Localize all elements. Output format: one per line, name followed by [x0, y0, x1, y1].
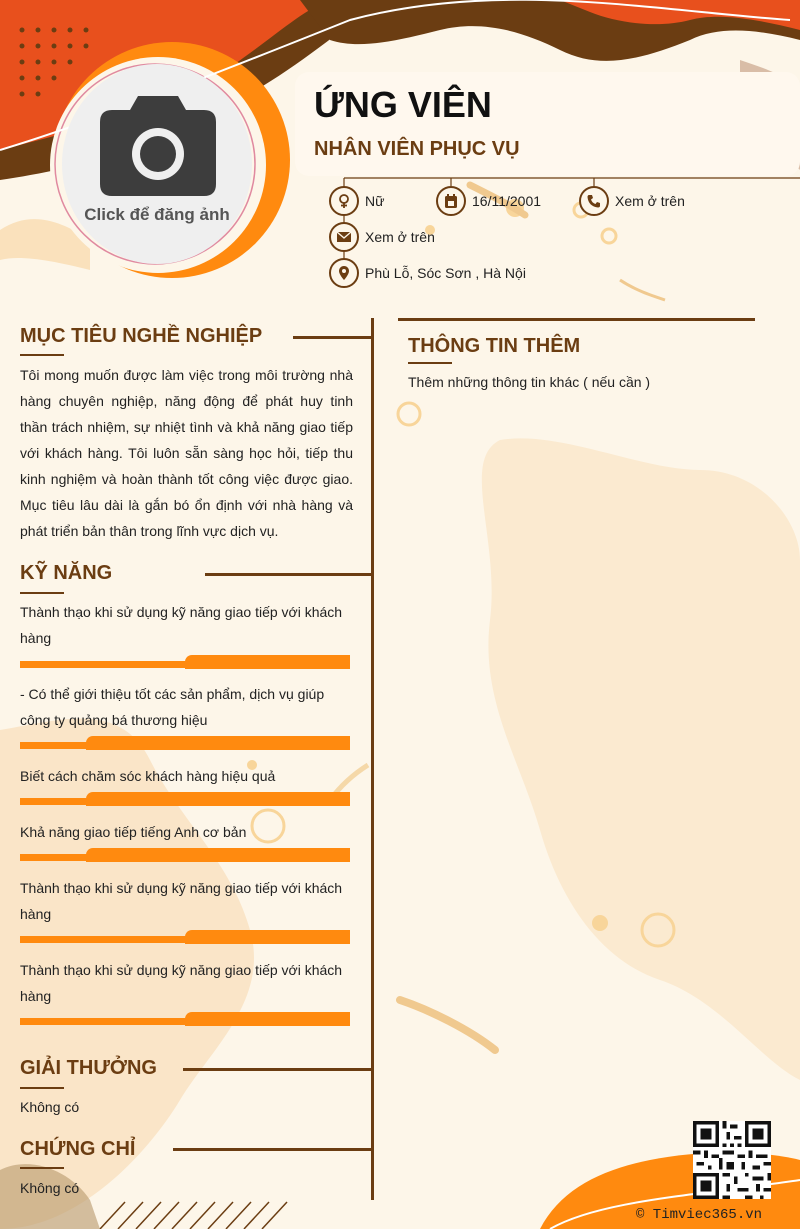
objective-title: MỤC TIÊU NGHỀ NGHIỆP — [20, 325, 263, 347]
awards-underline — [20, 1087, 64, 1089]
info-email — [329, 222, 435, 252]
candidate-position[interactable]: NHÂN VIÊN PHỤC VỤ — [314, 138, 520, 160]
qr-code[interactable] — [693, 1121, 771, 1199]
info-address — [329, 258, 526, 288]
avatar-caption[interactable]: Click để đăng ảnh — [84, 205, 230, 224]
extra-title: THÔNG TIN THÊM — [408, 335, 581, 357]
candidate-name[interactable]: ỨNG VIÊN — [314, 84, 492, 125]
skill-bar — [20, 736, 350, 750]
extra-text[interactable]: Thêm những thông tin khác ( nếu cần ) — [408, 374, 651, 390]
info-birthday — [436, 186, 541, 216]
skill-name[interactable]: - Có thể giới thiệu tốt các sản phẩm, dịch vụ giúp công ty quảng bá thương hiệu — [20, 686, 325, 728]
info-phone — [579, 186, 685, 216]
gender-icon — [329, 186, 359, 216]
skill-name[interactable]: Thành thạo khi sử dụng kỹ năng giao tiếp với khách hàng — [20, 880, 343, 922]
objective-connector — [293, 336, 373, 339]
skill-bar — [20, 792, 350, 806]
skill-name[interactable]: Thành thạo khi sử dụng kỹ năng giao tiếp với khách hàng — [20, 604, 343, 646]
extra-top-line — [398, 318, 755, 321]
gender-value[interactable]: Nữ — [365, 193, 385, 209]
certificates-title: CHỨNG CHỈ — [20, 1138, 136, 1160]
objective-text[interactable]: Tôi mong muốn được làm việc trong môi trường nhà hàng chuyên nghiệp, năng động để phát huy tinh thần trách nhiệm, sự nhiệt tình và khả năng giao tiếp với khách hàng. Tôi luôn sẵn sàng học hỏi, tiếp thu kinh nghiệm và hoàn thành tốt công việc được giao. Mục tiêu lâu dài là gắn bó ổn định với nhà hàng và phát triển bản thân trong lĩnh vực dịch vụ. — [20, 367, 353, 539]
phone-value[interactable]: Xem ở trên — [615, 193, 685, 209]
location-icon — [329, 258, 359, 288]
address-value[interactable]: Phù Lỗ, Sóc Sơn , Hà Nội — [365, 265, 526, 281]
calendar-icon — [436, 186, 466, 216]
skill-bar — [20, 930, 350, 944]
skill-bar — [20, 655, 350, 669]
extra-underline — [408, 362, 452, 364]
copyright-text: © Timviec365.vn — [636, 1207, 763, 1223]
email-value[interactable]: Xem ở trên — [365, 229, 435, 245]
awards-text[interactable]: Không có — [20, 1099, 80, 1115]
camera-icon — [100, 96, 216, 196]
certificates-text[interactable]: Không có — [20, 1180, 80, 1196]
info-gender — [329, 186, 384, 216]
skill-name[interactable]: Thành thạo khi sử dụng kỹ năng giao tiếp với khách hàng — [20, 962, 343, 1004]
skill-bar — [20, 848, 350, 862]
phone-icon — [579, 186, 609, 216]
skills-title: KỸ NĂNG — [20, 562, 113, 584]
skills-connector — [205, 573, 373, 576]
objective-underline — [20, 354, 64, 356]
certificates-underline — [20, 1167, 64, 1169]
skill-name[interactable]: Khả năng giao tiếp tiếng Anh cơ bản — [20, 824, 247, 840]
certificates-connector — [173, 1148, 373, 1151]
awards-connector — [183, 1068, 373, 1071]
skill-bar — [20, 1012, 350, 1026]
birthday-value[interactable]: 16/11/2001 — [472, 193, 542, 209]
awards-title: GIẢI THƯỞNG — [20, 1057, 157, 1079]
mail-icon — [329, 222, 359, 252]
skill-name[interactable]: Biết cách chăm sóc khách hàng hiệu quả — [20, 768, 276, 784]
skills-underline — [20, 592, 64, 594]
